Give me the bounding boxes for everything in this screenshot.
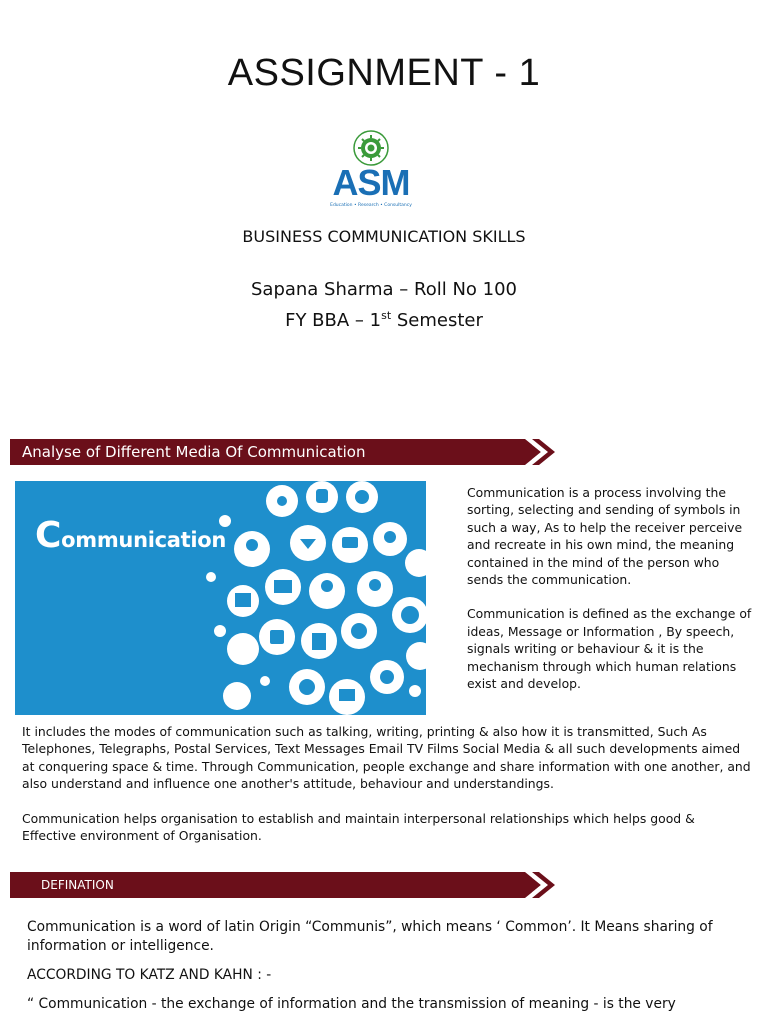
section-banner-definition — [10, 872, 555, 898]
author-line: Sapana Sharma – Roll No 100 — [250, 279, 518, 300]
logo-tagline: Education • Research • Consultancy — [330, 203, 412, 208]
logo-brand: ASM — [332, 162, 410, 203]
author-block — [0, 277, 768, 334]
class-line — [0, 303, 768, 334]
image-caption-initial: C — [35, 515, 62, 556]
section-heading-media: Analyse of Different Media Of Communication — [22, 443, 366, 461]
asm-logo — [330, 128, 412, 212]
side-text-block — [467, 484, 752, 709]
side-paragraph: Communication is defined as the exchange of ideas, Message or Information , By speech, signals writing or behaviour & it is the mechanism through which human relations exist and develop. — [467, 606, 752, 692]
definition-paragraph: Communication is a word of latin Origin “Communis”, which means ‘ Common’. It Means sharing of information or intelligence. — [27, 919, 713, 954]
section-heading-definition: DEFINATION — [41, 878, 114, 892]
page-title: ASSIGNMENT - 1 — [227, 52, 541, 94]
subject-title: BUSINESS COMMUNICATION SKILLS — [242, 227, 526, 246]
communication-image — [15, 481, 426, 715]
class-sup: st — [381, 309, 392, 322]
class-prefix: FY BBA – 1 — [285, 310, 382, 331]
class-suffix: Semester — [391, 310, 483, 331]
definition-paragraph: “ Communication - the exchange of information and the transmission of meaning - is the very — [27, 996, 676, 1012]
side-paragraph: Communication is a process involving the sorting, selecting and sending of symbols in such a way, As to help the receiver perceive and recreate in his own mind, the meaning contained in the mind of the person who sends the communication. — [467, 485, 743, 588]
body-paragraph: It includes the modes of communication such as talking, writing, printing & also how it is transmitted, Such As Telephones, Telegraphs, Postal Services, Text Messages Email TV Films Social Media & all such developments aimed at conquering space & time. Through Communication, people exchange and share information with one another, and also understand and influence one another's attitude, behaviour and understandings. — [22, 724, 751, 792]
body-text-block — [22, 723, 752, 861]
section-banner-media — [10, 439, 555, 465]
body-paragraph: Communication helps organisation to establish and maintain interpersonal relationships which helps good & Effective environment of Organisation. — [22, 810, 695, 844]
definition-text-block — [27, 918, 747, 1024]
definition-paragraph: ACCORDING TO KATZ AND KAHN : - — [27, 967, 272, 983]
image-caption-rest: ommunication — [61, 528, 227, 552]
